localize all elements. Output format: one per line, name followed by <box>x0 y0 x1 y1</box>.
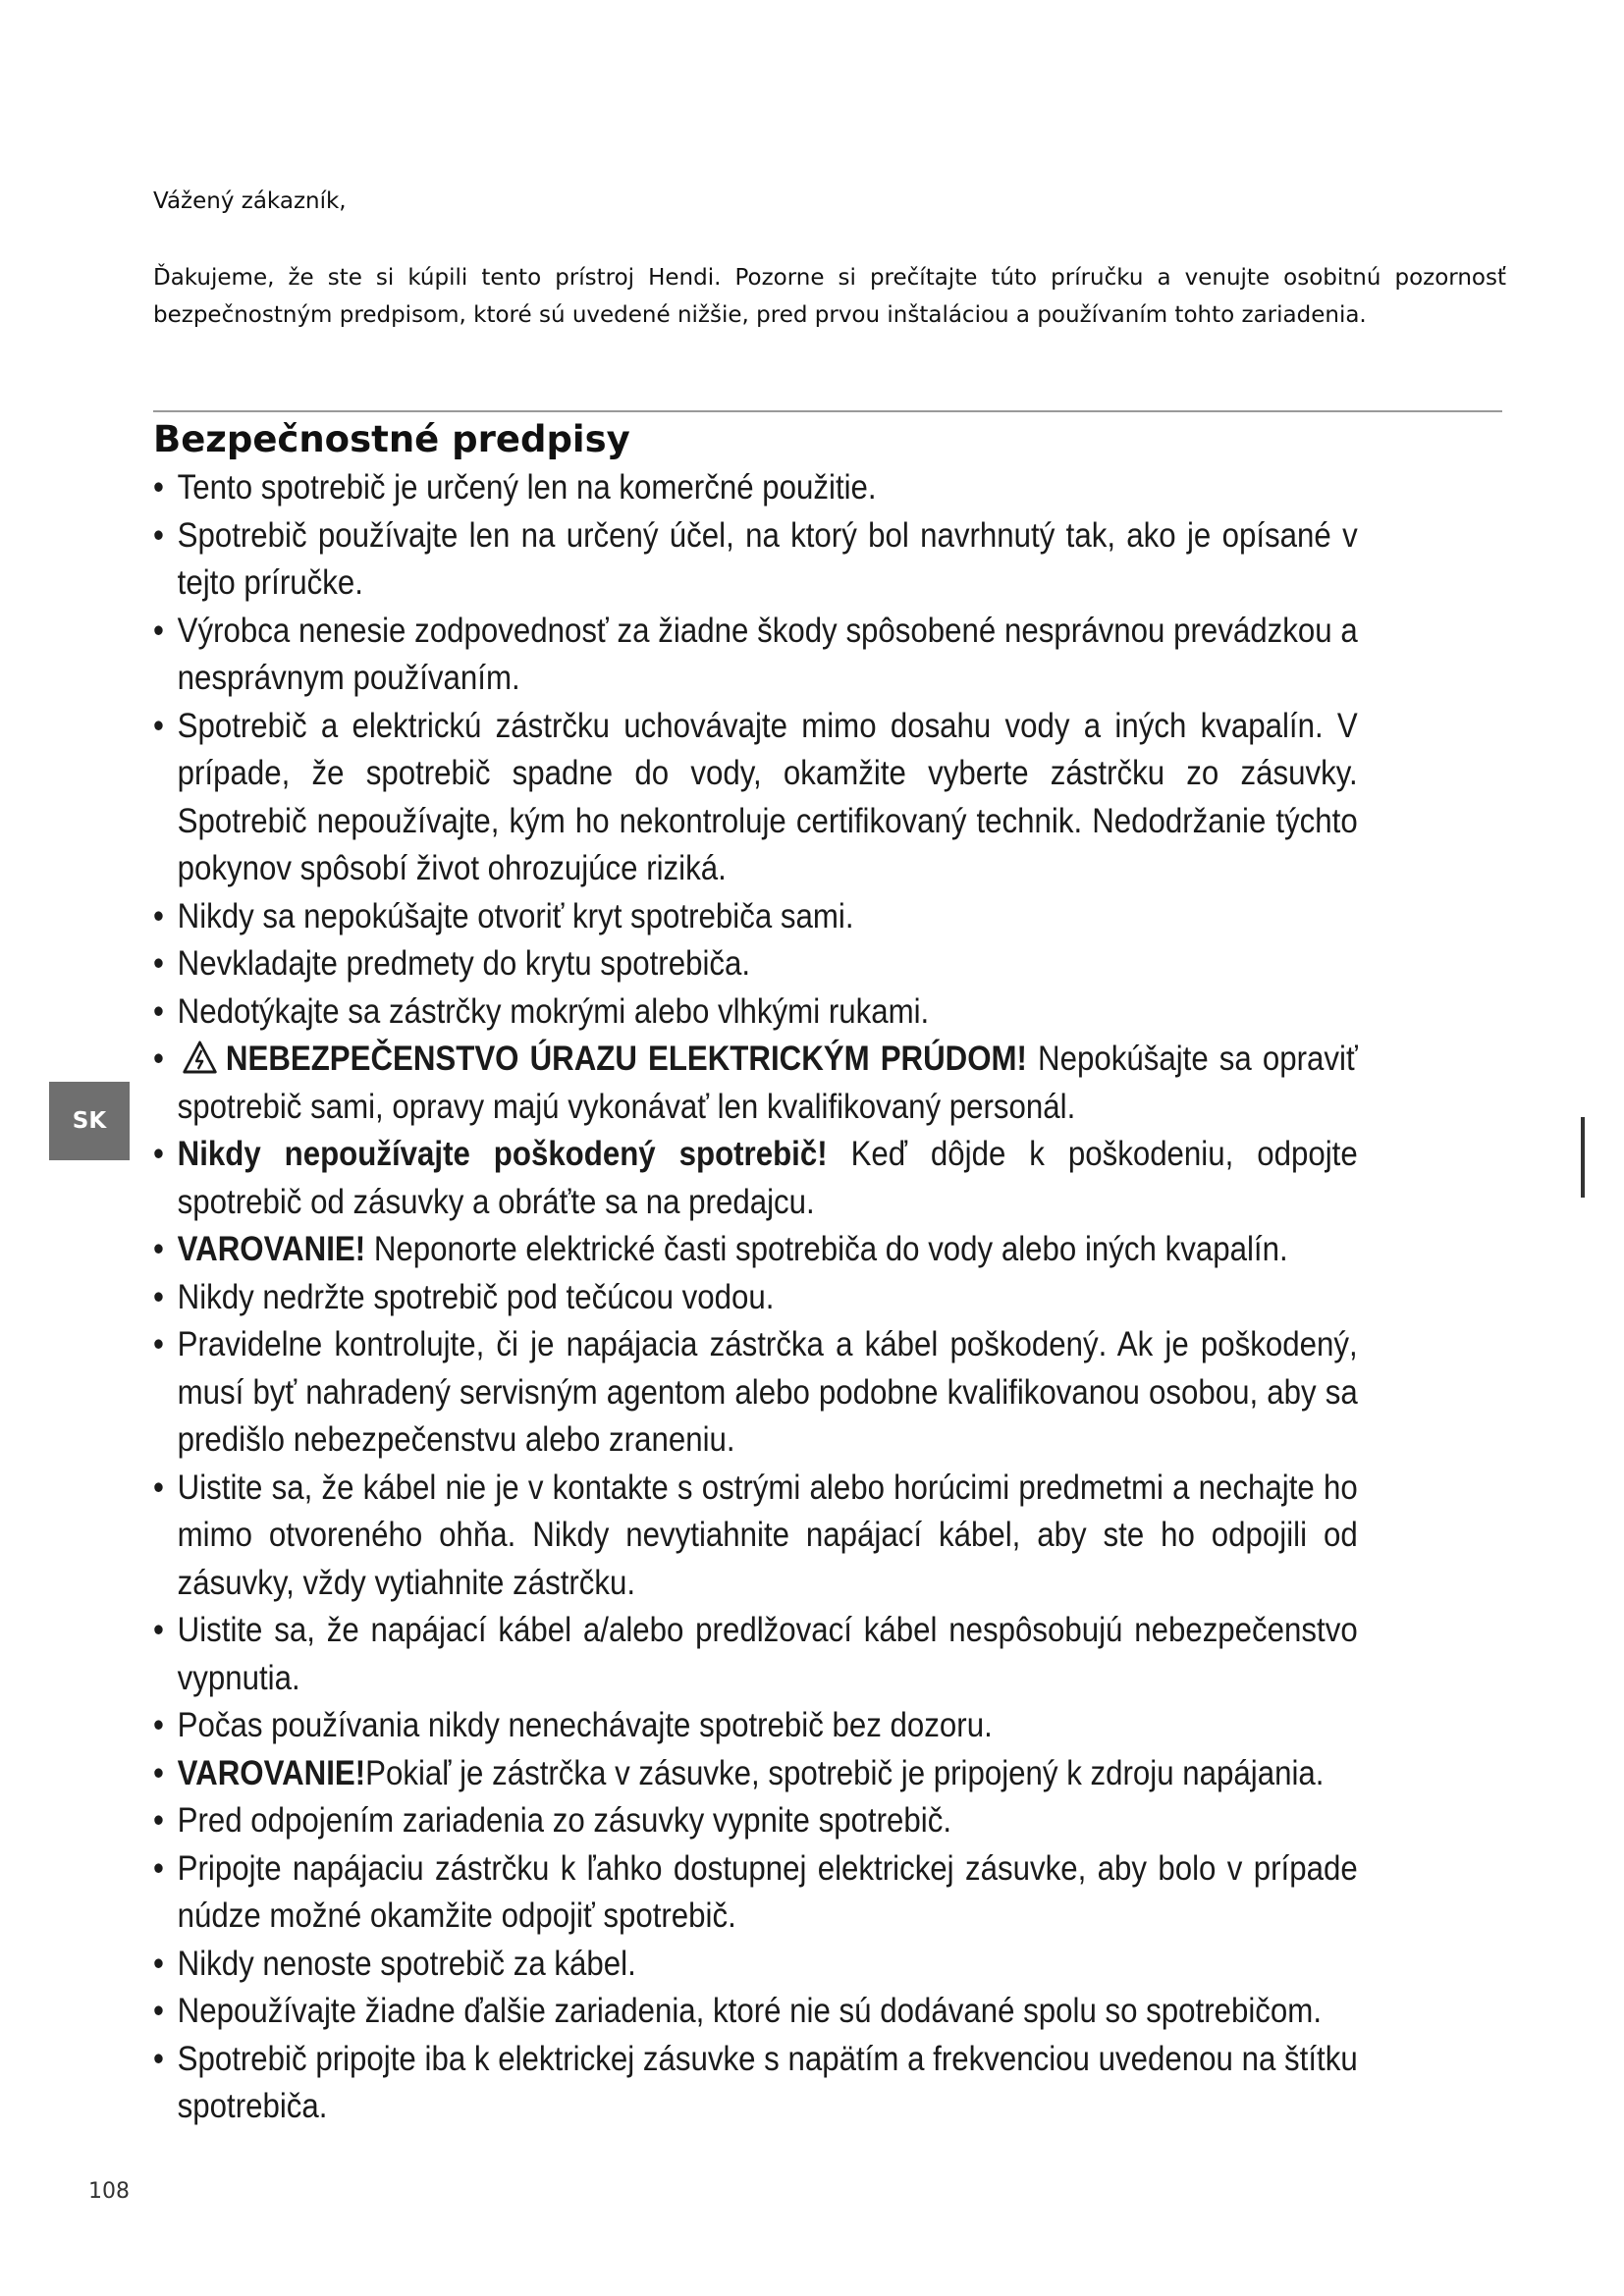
rule-item <box>153 1940 1358 1988</box>
rule-item <box>153 463 1358 511</box>
rule-item <box>153 511 1358 607</box>
rule-text: Nepoužívajte žiadne ďalšie zariadenia, ktoré nie sú dodávané spolu so spotrebičom. <box>177 1991 1323 2030</box>
rule-text: Nevkladajte predmety do krytu spotrebiča. <box>177 943 751 983</box>
rule-text: Nedotýkajte sa zástrčky mokrými alebo vlhkými rukami. <box>177 990 930 1031</box>
rule-text: Pravidelne kontrolujte, či je napájacia zástrčka a kábel poškodený. Ak je poškodený, musí byť nahradený servisným agentom alebo podobne kvalifikovanou osobou, aby sa predišlo nebezpečenstvu alebo zraneniu. <box>177 1324 1358 1459</box>
electric-hazard-triangle-icon <box>183 1041 217 1074</box>
rule-item <box>153 1701 1358 1749</box>
rule-emphasis: VAROVANIE! <box>177 1752 366 1792</box>
rule-text: Nikdy nenoste spotrebič za kábel. <box>177 1943 636 1983</box>
rule-item <box>153 1130 1358 1225</box>
rule-item <box>153 607 1358 702</box>
rule-text: Pripojte napájaciu zástrčku k ľahko dostupnej elektrickej zásuvke, aby bolo v prípade núdze možné okamžite odpojiť spotrebič. <box>177 1847 1358 1935</box>
rule-item <box>153 1320 1358 1464</box>
rule-emphasis: Nikdy nepoužívajte poškodený spotrebič! <box>177 1134 828 1173</box>
rule-item <box>153 1035 1358 1130</box>
safety-rules-list <box>153 463 1358 2130</box>
rule-item <box>153 2035 1358 2130</box>
margin-marker-bar <box>1581 1117 1585 1198</box>
rule-item <box>153 892 1358 940</box>
page-number: 108 <box>88 2179 130 2204</box>
rule-emphasis: NEBEZPEČENSTVO ÚRAZU ELEKTRICKÝM PRÚDOM! <box>225 1039 1027 1078</box>
rule-item <box>153 1273 1358 1321</box>
intro-paragraph: Ďakujeme, že ste si kúpili tento prístroj Hendi. Pozorne si prečítajte túto príručku a venujte osobitnú pozornosť bezpečnostným predpisom, ktoré sú uvedené nižšie, pred prvou inštaláciou a používaním tohto zariadenia. <box>153 265 1506 328</box>
rule-item <box>153 939 1358 988</box>
rule-item <box>153 988 1358 1036</box>
rule-text: Spotrebič pripojte iba k elektrickej zásuvke s napätím a frekvenciou uvedenou na štítku spotrebiča. <box>177 2038 1358 2125</box>
rule-text: Spotrebič používajte len na určený účel, na ktorý bol navrhnutý tak, ako je opísané v tejto príručke. <box>177 514 1358 602</box>
language-tab: SK <box>49 1082 130 1160</box>
rule-item <box>153 1844 1358 1940</box>
rule-item <box>153 1464 1358 1607</box>
rule-item <box>153 1606 1358 1701</box>
rule-text: Nepokúšajte sa opraviť spotrebič sami, opravy majú vykonávať len kvalifikovaný personál. <box>177 1039 1358 1126</box>
greeting: Vážený zákazník, <box>153 188 347 214</box>
rule-text: Pokiaľ je zástrčka v zásuvke, spotrebič je pripojený k zdroju napájania. <box>365 1752 1325 1792</box>
rule-emphasis: VAROVANIE! <box>177 1229 366 1268</box>
rule-item <box>153 1796 1358 1844</box>
rule-text: Nikdy sa nepokúšajte otvoriť kryt spotrebiča sami. <box>177 895 854 935</box>
rule-item <box>153 1987 1358 2035</box>
rule-text: Neponorte elektrické časti spotrebiča do vody alebo iných kvapalín. <box>373 1229 1288 1268</box>
section-divider <box>153 410 1502 412</box>
rule-text: Tento spotrebič je určený len na komerčné použitie. <box>177 467 877 507</box>
rule-text: Uistite sa, že napájací kábel a/alebo predlžovací kábel nespôsobujú nebezpečenstvo vypnutia. <box>177 1610 1358 1697</box>
rule-item <box>153 1749 1358 1797</box>
section-title: Bezpečnostné predpisy <box>153 418 630 460</box>
rule-text: Spotrebič a elektrickú zástrčku uchovávajte mimo dosahu vody a iných kvapalín. V prípade, že spotrebič spadne do vody, okamžite vyberte zástrčku zo zásuvky. Spotrebič nepoužívajte, kým ho nekontroluje certifikovaný technik. Nedodržanie týchto pokynov spôsobí život ohrozujúce riziká. <box>177 705 1358 887</box>
rule-text: Uistite sa, že kábel nie je v kontakte s ostrými alebo horúcimi predmetmi a nechajte ho mimo otvoreného ohňa. Nikdy nevytiahnite napájací kábel, aby ste ho odpojili od zásuvky, vždy vytiahnite zástrčku. <box>177 1467 1358 1602</box>
rule-item <box>153 702 1358 892</box>
rule-text: Výrobca nenesie zodpovednosť za žiadne škody spôsobené nesprávnou prevádzkou a nesprávnym používaním. <box>177 610 1358 697</box>
rule-text: Keď dôjde k poškodeniu, odpojte spotrebič od zásuvky a obráťte sa na predajcu. <box>177 1134 1358 1221</box>
rule-text: Pred odpojením zariadenia zo zásuvky vypnite spotrebič. <box>177 1800 952 1840</box>
rule-item <box>153 1225 1358 1273</box>
rule-text: Nikdy nedržte spotrebič pod tečúcou vodou. <box>177 1276 775 1316</box>
rule-text: Počas používania nikdy nenechávajte spotrebič bez dozoru. <box>177 1705 993 1744</box>
